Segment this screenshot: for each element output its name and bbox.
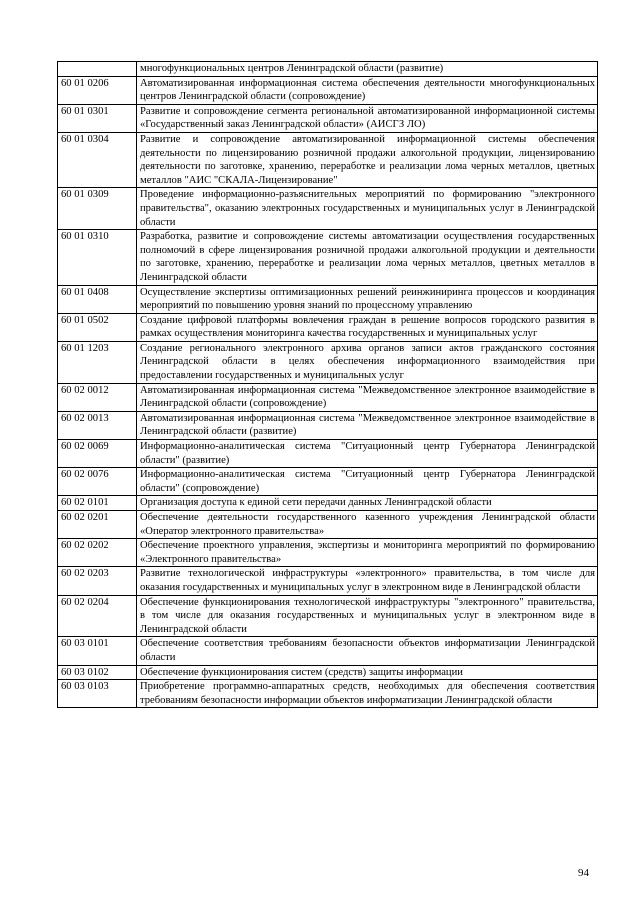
description-cell: Приобретение программно-аппаратных средств, необходимых для обеспечения соответствия требованиям безопасности информации объектов информатизации Ленинградской области [137,680,598,708]
code-cell: 60 01 0206 [58,76,137,104]
code-cell: 60 02 0101 [58,496,137,511]
code-cell: 60 02 0201 [58,511,137,539]
table-row [58,285,598,313]
description-cell: Организация доступа к единой сети передачи данных Ленинградской области [137,496,598,511]
description-cell: многофункциональных центров Ленинградской области (развитие) [137,62,598,77]
table-row [58,595,598,637]
code-cell: 60 01 1203 [58,341,137,383]
table-row [58,104,598,132]
description-cell: Обеспечение соответствия требованиям безопасности объектов информатизации Ленинградской области [137,637,598,665]
code-cell: 60 01 0304 [58,132,137,187]
description-cell: Автоматизированная информационная система "Межведомственное электронное взаимодействие в Ленинградской области (сопровождение) [137,383,598,411]
description-cell: Обеспечение функционирования систем (средств) защиты информации [137,665,598,680]
description-cell: Создание регионального электронного архива органов записи актов гражданского состояния Ленинградской области в целях обеспечения информационного взаимодействия при предоставлении государственных и муниципальных услуг [137,341,598,383]
table-row [58,132,598,187]
table-row [58,341,598,383]
code-cell: 60 02 0013 [58,411,137,439]
description-cell: Обеспечение проектного управления, экспертизы и мониторинга мероприятий по формированию «Электронного правительства» [137,539,598,567]
description-cell: Создание цифровой платформы вовлечения граждан в решение вопросов городского развития в рамках осуществления мониторинга качества государственных и муниципальных услуг [137,313,598,341]
table-row [58,313,598,341]
code-cell: 60 01 0309 [58,188,137,230]
table-row [58,188,598,230]
description-cell: Проведение информационно-разъяснительных мероприятий по формированию "электронного правительства", оказанию электронных государственных и муниципальных услуг в Ленинградской области [137,188,598,230]
code-cell: 60 02 0202 [58,539,137,567]
table-row [58,468,598,496]
code-cell: 60 03 0103 [58,680,137,708]
code-cell: 60 02 0012 [58,383,137,411]
description-cell: Информационно-аналитическая система "Ситуационный центр Губернатора Ленинградской области" (сопровождение) [137,468,598,496]
table-row [58,76,598,104]
description-cell: Информационно-аналитическая система "Ситуационный центр Губернатора Ленинградской области" (развитие) [137,440,598,468]
table-row [58,62,598,77]
table-row [58,665,598,680]
code-cell: 60 02 0069 [58,440,137,468]
table-row [58,230,598,285]
table-row [58,511,598,539]
table-row [58,440,598,468]
code-cell: 60 02 0076 [58,468,137,496]
code-cell: 60 01 0301 [58,104,137,132]
code-cell: 60 02 0203 [58,567,137,595]
description-cell: Автоматизированная информационная система "Межведомственное электронное взаимодействие в Ленинградской области (развитие) [137,411,598,439]
table-row [58,383,598,411]
code-cell: 60 03 0102 [58,665,137,680]
description-cell: Обеспечение деятельности государственного казенного учреждения Ленинградской области «Оператор электронного правительства» [137,511,598,539]
description-cell: Разработка, развитие и сопровождение системы автоматизации осуществления государственных полномочий в сфере лицензирования розничной продажи алкогольной продукции и деятельности по заготовке, хранению, переработке и реализации лома черных металлов, цветных металлов в Ленинградской области [137,230,598,285]
code-cell: 60 01 0408 [58,285,137,313]
code-cell: 60 01 0310 [58,230,137,285]
description-cell: Развитие технологической инфраструктуры «электронного» правительства, в том числе для оказания государственных и муниципальных услуг в электронном виде в Ленинградской области [137,567,598,595]
description-cell: Автоматизированная информационная система обеспечения деятельности многофункциональных центров Ленинградской области (сопровождение) [137,76,598,104]
description-cell: Осуществление экспертизы оптимизационных решений реинжиниринга процессов и координация мероприятий по повышению уровня знаний по процессному управлению [137,285,598,313]
table-row [58,411,598,439]
code-cell: 60 03 0101 [58,637,137,665]
code-cell: 60 01 0502 [58,313,137,341]
table-row [58,567,598,595]
table-row [58,496,598,511]
budget-codes-table [57,61,598,708]
description-cell: Развитие и сопровождение автоматизированной информационной системы обеспечения деятельности по лицензированию розничной продажи алкогольной продукции, лицензированию деятельности по заготовке, хранению, переработке и реализации лома черных металлов, цветных металлов "АИС "СКАЛА-Лицензирование" [137,132,598,187]
description-cell: Развитие и сопровождение сегмента региональной автоматизированной информационной системы «Государственный заказ Ленинградской области» (АИСГЗ ЛО) [137,104,598,132]
page-number: 94 [578,867,589,879]
table-row [58,637,598,665]
description-cell: Обеспечение функционирования технологической инфраструктуры "электронного" правительства, в том числе для оказания государственных и муниципальных услуг в электронном виде в Ленинградской области [137,595,598,637]
table-row [58,539,598,567]
code-cell: 60 02 0204 [58,595,137,637]
code-cell [58,62,137,77]
table-row [58,680,598,708]
